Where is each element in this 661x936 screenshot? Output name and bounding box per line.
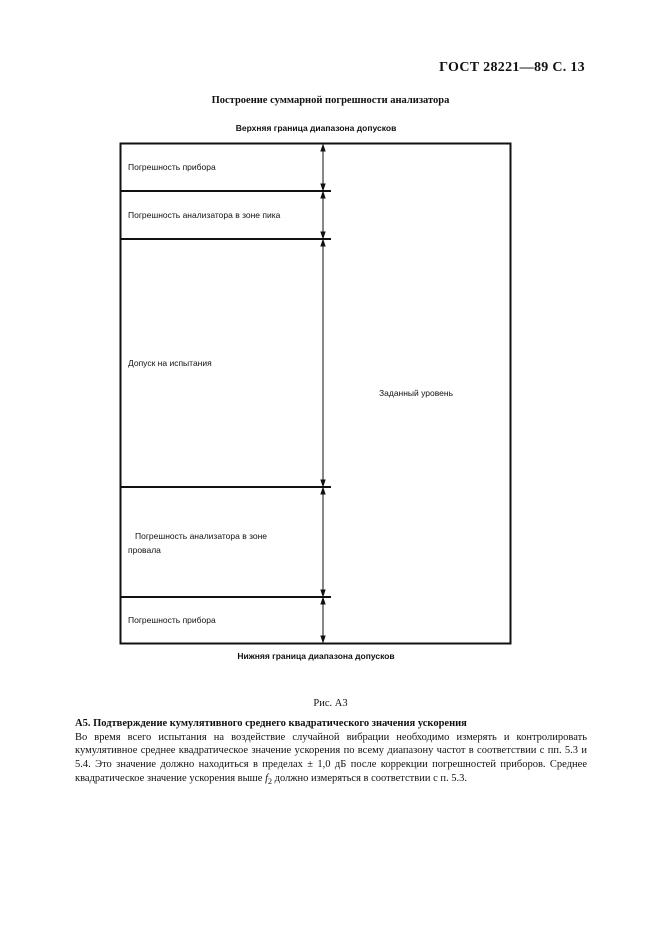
figure-title: Построение суммарной погрешности анализатора <box>211 95 450 106</box>
dimension-arrow-1 <box>321 145 325 190</box>
specified-level-label: Заданный уровень <box>379 388 454 398</box>
section-a5-heading: А5. Подтверждение кумулятивного среднего квадратического значения ускорения <box>75 718 467 729</box>
dimension-arrow-2 <box>321 192 325 238</box>
para-text-2: должно измеряться в соответствии с п. 5.3. <box>271 772 467 784</box>
section-a5-paragraph <box>75 731 587 789</box>
segment-instrument-error-bottom: Погрешность прибора <box>128 615 216 625</box>
para-var-f: f <box>265 772 268 784</box>
page-header: ГОСТ 28221—89 С. 13 <box>439 60 585 75</box>
para-text-1: Во время всего испытания на воздействие случайной вибрации необходимо измерять и контролировать кумулятивное среднее квадратическое значение ускорения по всему диапазону частот в соответствии с пп. 5.3 и 5.4. Это значение должно находиться в пределах ± 1,0 дБ после коррекции погрешностей приборов. Среднее квадратическое значение ускорения выше <box>75 731 587 784</box>
para-sub-2: 2 <box>267 776 272 786</box>
upper-tolerance-label: Верхняя граница диапазона допусков <box>235 123 397 133</box>
lower-tolerance-label: Нижняя граница диапазона допусков <box>237 651 395 661</box>
segment-analyzer-notch-line2: провала <box>128 545 161 555</box>
dimension-arrow-3 <box>321 240 325 486</box>
segment-analyzer-notch-line1: Погрешность анализатора в зоне <box>135 531 268 541</box>
segment-test-tolerance: Допуск на испытания <box>128 358 212 368</box>
segment-analyzer-notch-error <box>128 529 318 557</box>
segment-analyzer-peak-error: Погрешность анализатора в зоне пика <box>128 210 281 220</box>
segment-instrument-error-top: Погрешность прибора <box>128 162 216 172</box>
dimension-arrow-4 <box>321 488 325 596</box>
section-a5 <box>75 717 587 789</box>
dimension-arrow-5 <box>321 598 325 642</box>
figure-caption: Рис. А3 <box>313 698 348 709</box>
